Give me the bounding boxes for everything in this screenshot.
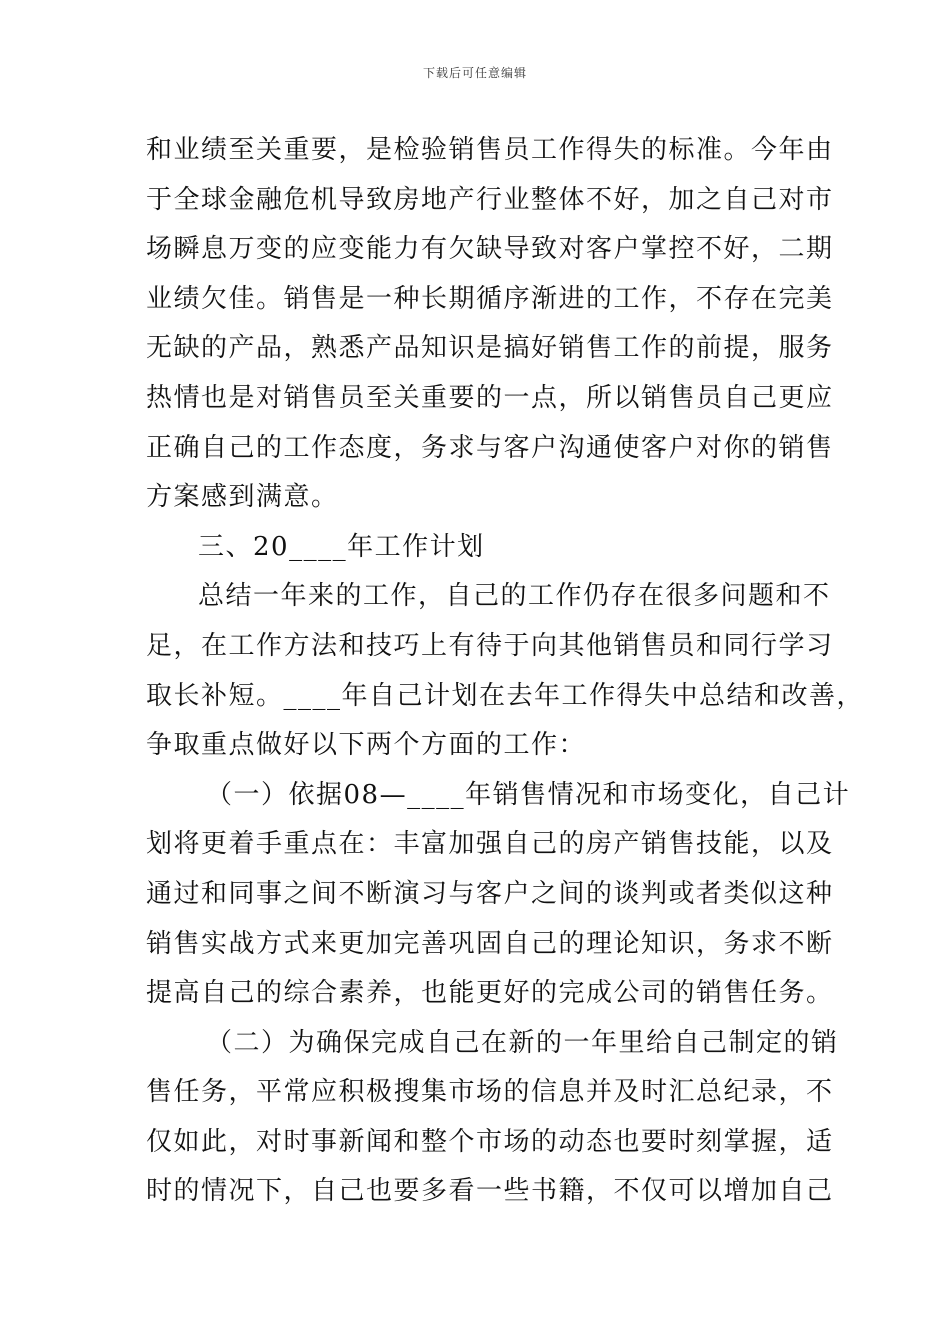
text-line: 于全球金融危机导致房地产行业整体不好，加之自己对市 <box>146 184 834 215</box>
text-line: 业绩欠佳。销售是一种长期循序渐进的工作，不存在完美 <box>146 283 834 314</box>
text-line: 方案感到满意。 <box>146 482 339 513</box>
text-line: 销售实战方式来更加完善巩固自己的理论知识，务求不断 <box>146 928 834 959</box>
text-line: 通过和同事之间不断演习与客户之间的谈判或者类似这种 <box>146 878 834 909</box>
page-header-note: 下载后可任意编辑 <box>422 66 527 80</box>
text-line: 划将更着手重点在：丰富加强自己的房产销售技能，以及 <box>146 829 834 860</box>
text-line: （一）依据08—____年销售情况和市场变化，自己计 <box>206 779 851 810</box>
text-line: 场瞬息万变的应变能力有欠缺导致对客户掌控不好，二期 <box>146 234 834 265</box>
text-line: 争取重点做好以下两个方面的工作： <box>146 730 587 761</box>
text-line: 正确自己的工作态度，务求与客户沟通使客户对你的销售 <box>146 432 834 463</box>
document-body <box>146 126 865 1217</box>
text-line: 取长补短。____年自己计划在去年工作得失中总结和改善， <box>146 680 865 711</box>
text-line: 提高自己的综合素养，也能更好的完成公司的销售任务。 <box>146 978 834 1009</box>
text-line: 总结一年来的工作，自己的工作仍存在很多问题和不 <box>198 581 831 612</box>
text-line: 和业绩至关重要，是检验销售员工作得失的标准。今年由 <box>146 135 834 165</box>
text-line: 热情也是对销售员至关重要的一点，所以销售员自己更应 <box>146 382 834 413</box>
text-line: 售任务，平常应积极搜集市场的信息并及时汇总纪录，不 <box>146 1077 834 1108</box>
text-line: （二）为确保完成自己在新的一年里给自己制定的销 <box>206 1027 839 1058</box>
text-line: 时的情况下，自己也要多看一些书籍，不仅可以增加自己 <box>146 1176 834 1207</box>
text-line: 仅如此，对时事新闻和整个市场的动态也要时刻掌握，适 <box>146 1126 834 1157</box>
text-line: 无缺的产品，熟悉产品知识是搞好销售工作的前提，服务 <box>146 333 834 364</box>
section-heading: 三、20____年工作计划 <box>198 531 485 562</box>
text-line: 足，在工作方法和技巧上有待于向其他销售员和同行学习 <box>146 630 834 661</box>
